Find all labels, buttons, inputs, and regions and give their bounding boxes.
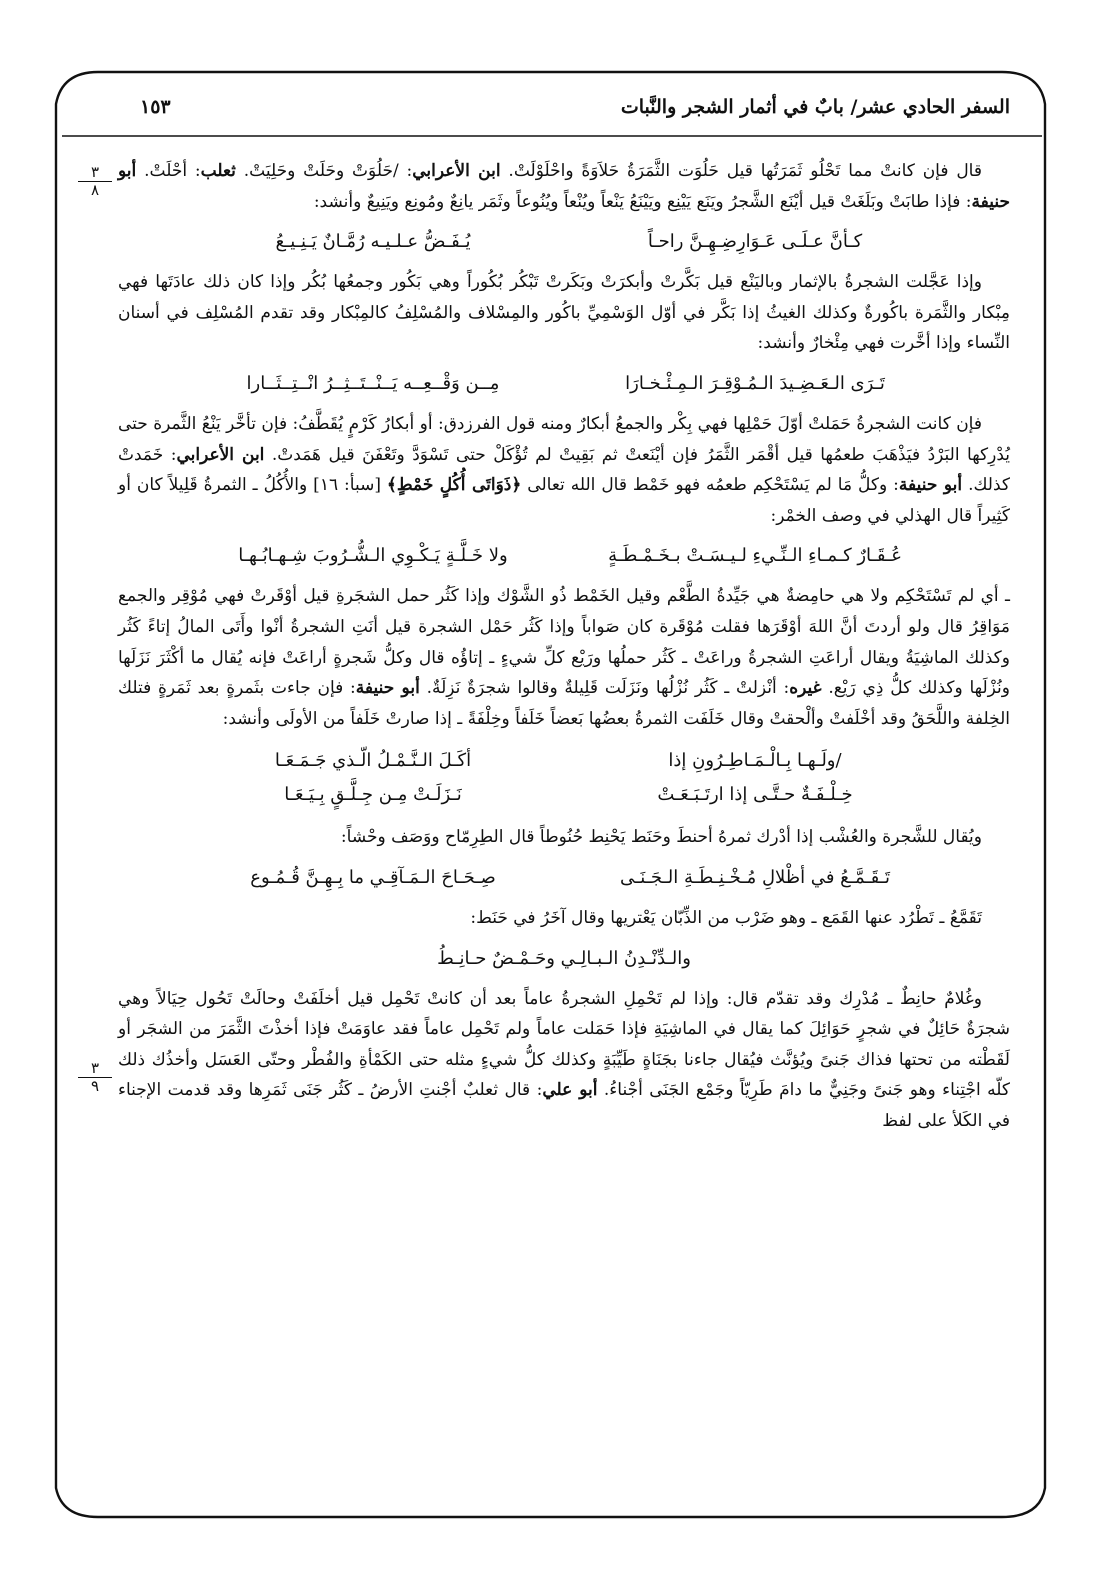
author-name: أبو علي <box>542 1080 598 1101</box>
verse-first-hemistich: عُـقَـارٌ كـمـاءِ الـنِّـيءِ لـيـسَـتْ بـخَـمْـطَـةٍ <box>608 545 902 567</box>
author-name: ابن الأعرابي <box>176 444 265 465</box>
verse-first-hemistich: تَـرَى الـعَـضِـيدَ الـمُـوْقِـرَ الـمِـئْـخـارَا <box>625 372 885 394</box>
page-body <box>118 156 1010 1136</box>
header-title: السفر الحادي عشر/ بابٌ في أثمار الشجر والنَّبات <box>620 96 1010 118</box>
quran-quote: ﴿ذَوَاتَى أُكُلٍ خَمْطٍ﴾ <box>386 475 522 496</box>
verse-second-hemistich: نَـزَلَـتْ مِـن جِـلَّـقٍ بِـيَـعَـا <box>284 784 462 806</box>
page-number: ١٥٣ <box>140 96 171 118</box>
author-name: أبو حنيفة <box>898 475 963 496</box>
verse <box>118 780 1010 810</box>
author-name: أبو حنيفة <box>118 161 1010 212</box>
verse-single-line: والـدِّنْـدِنُ الـبـالِـي وحَـمْـضٌ حـانِـطُ <box>437 947 691 969</box>
verse-first-hemistich: /ولَـهـا بِـالْـمَـاطِـرُونِ إذا <box>668 750 842 772</box>
author-name: أبو حنيفة <box>355 678 420 699</box>
paragraph: ـ أي لم تَسْتَحْكِم ولا هي حامِضةٌ هي جَيِّدةُ الطَّعْم وقيل الخَمْط ذُو الشَّوْك وإذا كَثُر حمل الشجَرةِ قيل أوْقَرتْ فهي مُوْقِر والجمع مَوَاقِرُ قال ولو أردتَ أنَّ اللهَ أوْقَرَها فقلت مُوْقَرة كان صَواباً وإذا كَثُر حَمْل الشجرة قيل أنَتِ الشجرةُ أنْوا وأَتَى المالُ إتاءً كَثُر وكذلك الماشِيَةُ ويقال أراعَتِ الشجرةُ وراعَتْ ـ كَثُر حملُها ورَيْع كلِّ شيءٍ ـ إتاؤُه قال وكلُّ شَجرةٍ أراعَتْ فإنه يُقال ما أكْثَرَ نَزَلَها ونُزْلَها وكذلك كلُّ ذِي رَيْع. غيره: أنْزلتْ ـ كَثُر نُزْلُها ونَزَلَت قَلِيلةٌ وقالوا شجرَةٌ نَزِلَةٌ. أبو حنيفة: فإن جاءت بثَمرةٍ بعد ثَمَرةٍ فتلك الخِلفة واللَّحَقُ وقد أخْلَفتْ وألْحقتْ وقال خَلَفَت الثمرةُ بعضُها بَعضاً خَلَفاً وخِلْفَةً ـ إذا صارتْ خَلَفاً من الأولَى وأنشد: <box>118 586 1010 729</box>
verse-second-hemistich: أكَـلَ الـنَّـمْـلُ الّـذي جَـمَـعَـا <box>274 750 472 772</box>
author-name: غيره <box>789 678 822 699</box>
verse <box>118 227 1010 257</box>
verse-second-hemistich: صِـحَـاحَ الـمَـآقِـي ما بِـهِـنَّ قُـمُـوع <box>250 866 496 888</box>
paragraph: فإن كانت الشجرةُ حَمَلتْ أوّلَ حَمْلِها فهي بِكْر والجمعُ أبكارٌ ومنه قول الفرزدق: أو أبكارُ كَرْمٍ يُقَطَّفُ: فإن تأخَّر يَنْعُ الثَّمرة حتى يُدْرِكها البَرْدُ فيَذْهَبَ طعمُها قيل أقْمَر الثَّمَرُ فإن أيْنَعتْ ثم بَقِيتْ لم تُؤْكَلْ حتى تَسْوَدَّ وتَعْفَنَ قيل هَمَدتْ. ابن الأعرابي: خَمَدتْ كذلك. أبو حنيفة: وكلُّ مَا لم يَسْتَحْكِم طعمُه فهو خَمْط قال الله تعالى ﴿ذَوَاتَى أُكُلٍ خَمْطٍ﴾ [سبأ: ١٦] والأُكُلُ ـ الثمرةُ قَلِيلاً كان أو كَثِيراً قال الهذلي في وصف الخمْر: <box>118 413 1010 526</box>
author-name: ابن الأعرابي <box>412 161 501 181</box>
margin-reference: ٣ ٨ <box>78 164 112 199</box>
paragraph: وإذا عَجَّلت الشجرةُ بالإثمار وباليَنْع قيل بَكَّرتْ وأبكرَتْ وبَكَرتْ تَبْكُر بُكُوراً وهي بَكُور وجمعُها بُكُر وإذا كان ذلك عادَتَها فهي مِبْكار والثَّمَرة باكُورةٌ وكذلك الغيثُ إذا بَكَّر في أوّل الوَسْمِيِّ باكُور والمِسْلاف والمُسْلِفُ كالمِبْكار وقد تقدم المُسْلِف في أسنان النِّساء وإذا أخَّرت فهي مِئْخارٌ وأنشد: <box>118 272 1010 354</box>
verse <box>118 369 1010 399</box>
verse-first-hemistich: كـأنَّ عـلَـى عَـوَارِضِـهِـنَّ راحـاً <box>647 231 863 253</box>
verse <box>118 541 1010 571</box>
running-header <box>140 96 1010 126</box>
verse-second-hemistich: يُـفَـضُّ عـلـيـه رُمَّـانٌ يَـنِـيـعُ <box>275 231 471 253</box>
paragraph: تَقَمَّعُ ـ تَطْرُد عنها القَمَع ـ وهو ضَرْب من الذِّبّان يَعْتريها وقال آخَرُ في حَنَط: <box>470 907 982 928</box>
verse-first-hemistich: خِـلْـفَـةٌ حـتَّـى إذا ارتَـبَـعَـتْ <box>657 784 853 806</box>
verse <box>118 863 1010 893</box>
margin-reference: ٣ ٩ <box>78 1060 112 1095</box>
verse <box>118 944 1010 974</box>
verse-first-hemistich: تَـقَـمَّـعُ في أظْلالِ مُـخْـنِـطَـةِ الـجَـنَـى <box>619 866 891 888</box>
paragraph: قال فإن كانتْ مما تَحْلُو ثَمَرَتُها قيل حَلُوَت الثَّمَرَةُ حَلاَوَةً واحْلَوْلَتْ. ابن الأعرابي: /حَلُوَتْ وحَلَتْ وحَلِيَتْ. ثعلب: أحْلَتْ. أبو حنيفة: فإذا طابَتْ وبَلَغَتْ قيل أيْنَع الشَّجرُ ويَنَع يَيْنِع ويَيْنَعُ يَنْعاً ويُنْعاً ويُنُوعاً وثَمَر يانِعٌ ومُونِع ويَنِيعٌ وأنشد: <box>118 161 1010 212</box>
verse-second-hemistich: ولا خَـلَّـةٍ يَـكْـوِي الـشُّـرُوبَ شِـهـابُـهـا <box>238 545 508 567</box>
verse-second-hemistich: مِــن وَقْــعِــه يَــنْــتَــثِــرُ انْــتِــثَــارا <box>246 372 500 394</box>
paragraph: وغُلامٌ حانِطٌ ـ مُدْرِك وقد تقدّم قال: وإذا لم تَحْمِلِ الشجرةُ عاماً بعد أن كانتْ تَحْمِل قيل أخلَفَتْ وحالَتْ تَحُول حِيَالاً وهي شجرَةٌ حَائِلٌ في شجرٍ حَوَائِلَ كما يقال في الماشِيَةِ فإذا حَمَلت عاماً ولم تَحْمِل عاماً فقد عاوَمَتْ فإذا أخذْتَ الثَّمَرَ من الشجَر أو لَقَطْته من تحتها فذاك جَنىً ويُؤنَّث فيُقال جاءنا بجَنَاةٍ طَيِّبَةٍ وكذلك كلُّ شيءٍ مثله حتى الكَمْأةِ والفُطْر وحتّى العَسَل وأخذُك ذلك كلّه اجْتِناء وهو جَنىً وجَنِيٌّ ما دامَ طَرِيّاً وجَمْع الجَنَى أجْناءُ. أبو علي: قال ثعلبٌ أجْنتِ الأرضُ ـ كَثُر جَنَى ثَمَرِها وقد قدمت الإجناء في الكَلأ على لفظ <box>118 988 1010 1131</box>
paragraph: ويُقال للشَّجرة والعُشْب إذا أدْرك ثمرهُ أحنطَ وحَنَط يَحْنِط حُنُوطاً قال الطِرِمّاح ووَصَف وحْشاً: <box>340 827 982 848</box>
author-name: ثعلب <box>200 161 236 181</box>
verse <box>118 746 1010 776</box>
